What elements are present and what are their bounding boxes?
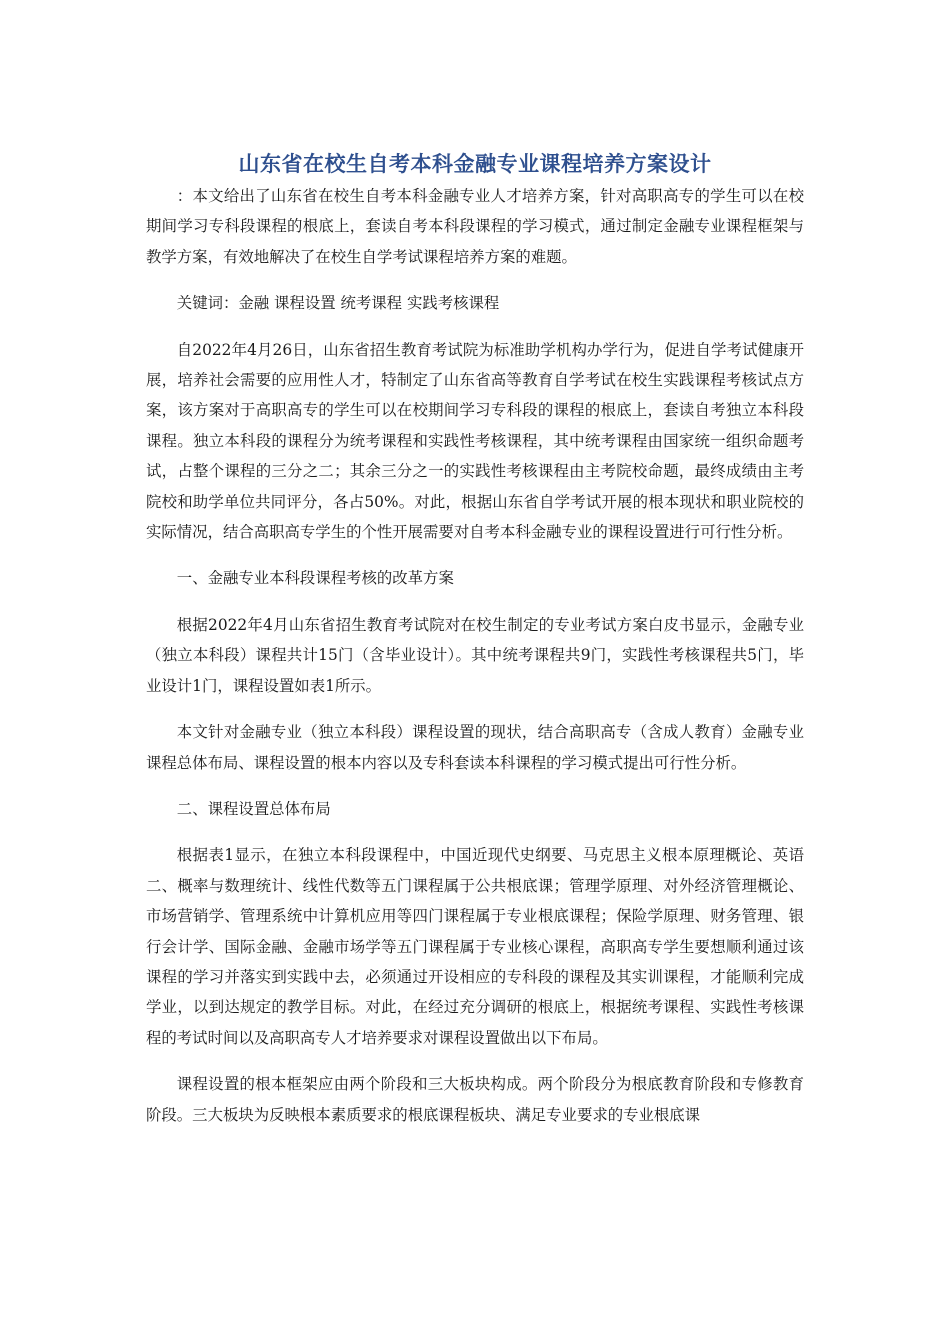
section-2-paragraph-2: 课程设置的根本框架应由两个阶段和三大板块构成。两个阶段分为根底教育阶段和专修教育阶段。三大板块为反映根本素质要求的根底课程板块、满足专业要求的专业根底课 [146,1075,804,1124]
section-1-paragraph-1: 根据2022年4月山东省招生教育考试院对在校生制定的专业考试方案白皮书显示，金融专业（独立本科段）课程共计15门（含毕业设计）。其中统考课程共9门，实践性考核课程共5门，毕业设计1门，课程设置如表1所示。 [146,615,804,695]
intro-paragraph: 自2022年4月26日，山东省招生教育考试院为标准助学机构办学行为，促进自学考试健康开展，培养社会需要的应用性人才，特制定了山东省高等教育自学考试在校生实践课程考核试点方案，该方案对于高职高专的学生可以在校期间学习专科段的课程的根底上，套读自考独立本科段课程。独立本科段的课程分为统考课程和实践性考核课程，其中统考课程由国家统一组织命题考试，占整个课程的三分之二；其余三分之一的实践性考核课程由主考院校命题，最终成绩由主考院校和助学单位共同评分，各占50%。对此，根据山东省自学考试开展的根本现状和职业院校的实际情况，结合高职高专学生的个性开展需要对自考本科金融专业的课程设置进行可行性分析。 [146,340,804,542]
section-heading-1: 一、金融专业本科段课程考核的改革方案 [176,569,454,588]
keywords-paragraph: 关键词：金融 课程设置 统考课程 实践考核课程 [176,294,500,313]
document-body [146,181,804,1146]
section-heading-2: 二、课程设置总体布局 [176,799,331,818]
abstract-paragraph: ：本文给出了山东省在校生自考本科金融专业人才培养方案，针对高职高专的学生可以在校期间学习专科段课程的根底上，套读自考本科段课程的学习模式，通过制定金融专业课程框架与教学方案，有效地解决了在校生自学考试课程培养方案的难题。 [146,187,804,266]
section-1-paragraph-2: 本文针对金融专业（独立本科段）课程设置的现状，结合高职高专（含成人教育）金融专业课程总体布局、课程设置的根本内容以及专科套读本科课程的学习模式提出可行性分析。 [146,723,804,772]
section-2-paragraph-1: 根据表1显示，在独立本科段课程中，中国近现代史纲要、马克思主义根本原理概论、英语二、概率与数理统计、线性代数等五门课程属于公共根底课；管理学原理、对外经济管理概论、市场营销学、管理系统中计算机应用等四门课程属于专业根底课程；保险学原理、财务管理、银行会计学、国际金融、金融市场学等五门课程属于专业核心课程，高职高专学生要想顺利通过该课程的学习并落实到实践中去，必须通过开设相应的专科段的课程及其实训课程，才能顺利完成学业，以到达规定的教学目标。对此，在经过充分调研的根底上，根据统考课程、实践性考核课程的考试时间以及高职高专人才培养要求对课程设置做出以下布局。 [146,846,804,1047]
document-title: 山东省在校生自考本科金融专业课程培养方案设计 [238,152,712,177]
